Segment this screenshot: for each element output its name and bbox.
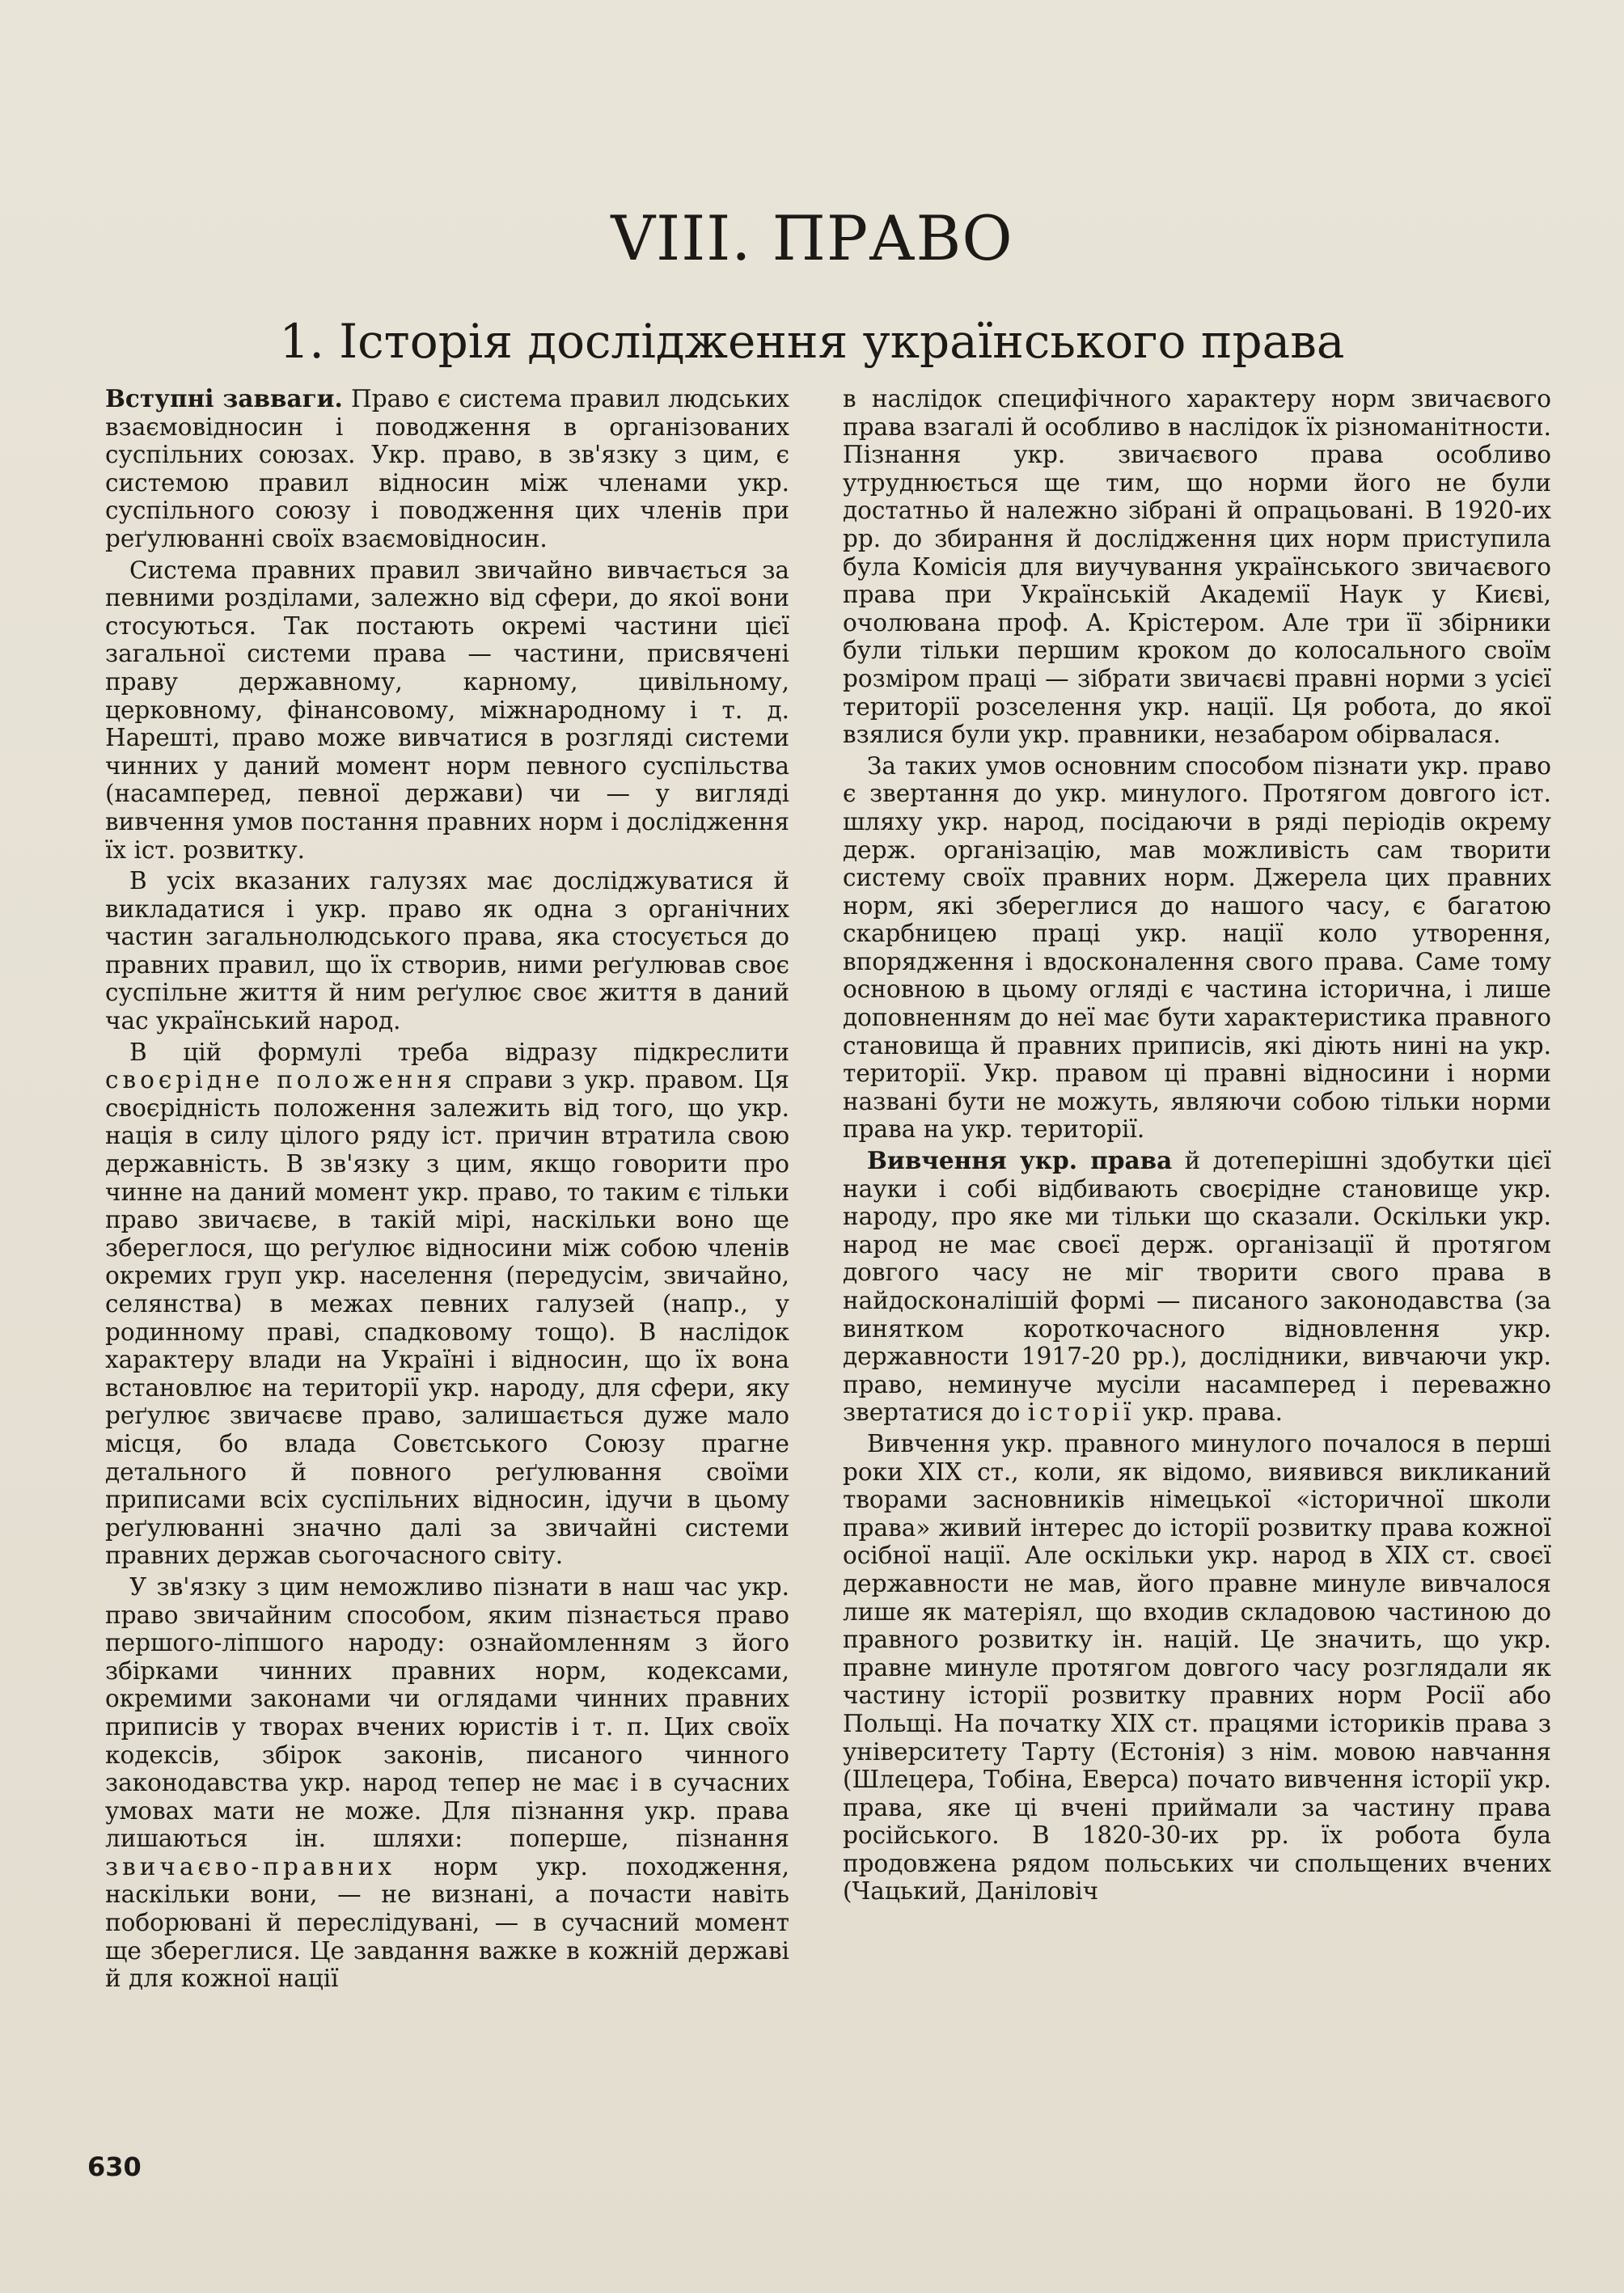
emphasis-spaced: своєрідне положення xyxy=(105,1066,456,1094)
paragraph xyxy=(105,1573,789,1993)
section-title: 1. Історія дослідження українського права xyxy=(279,314,1345,369)
left-column xyxy=(105,385,789,1996)
paragraph-text: норм укр. походження, наскільки вони, — не визнані, а почасти навіть поборювані й переслідувані, — в сучасний момент ще збереглися. Це завдання важке в кожній державі й для кожної нації xyxy=(105,1852,789,1993)
paragraph-lead: Вивчення укр. права xyxy=(867,1146,1173,1175)
paragraph: В усіх вказаних галузях має досліджуватися й викладатися і укр. право як одна з органічних частин загальнолюдського права, яка стосується до правних правил, що їх створив, ними реґулював своє суспільне життя й ним реґулює своє життя в даний час український народ. xyxy=(105,867,789,1035)
paragraph-text: Право є система правил людських взаємовідносин і поводження в організованих суспільних союзах. Укр. право, в зв'язку з цим, є системою правил відносин між членами укр. суспільного союзу і поводження цих членів при реґулюванні своїх взаємовідносин. xyxy=(105,385,789,552)
paragraph: За таких умов основним способом пізнати укр. право є звертання до укр. минулого. Протягом довгого іст. шляху укр. народ, посідаючи в ряді періодів окрему держ. організацію, мав можливість сам творити систему своїх правних норм. Джерела цих правних норм, які збереглися до нашого часу, є багатою скарбницею праці укр. нації коло утворення, впорядження і вдосконалення свого права. Саме тому основною в цьому огляді є частина історична, і лише доповненням до неї має бути характеристика правного становища й правних приписів, які діють нині на укр. території. Укр. правом ці правні відносини і норми названі бути не можуть, являючи собою тільки норми права на укр. території. xyxy=(843,751,1551,1144)
emphasis-spaced: історії xyxy=(1027,1398,1136,1427)
paragraph: Система правних правил звичайно вивчається за певними розділами, залежно від сфери, до якої вони стосуються. Так постають окремі частини цієї загальної системи права — частини, присвячені праву державному, карному, цивільному, церковному, фінансовому, міжнародному і т. д. Нарешті, право може вивчатися в розгляді системи чинних у даний момент норм певного суспільства (насамперед, певної держави) чи — у вигляді вивчення умов постання правних норм і дослідження їх іст. розвитку. xyxy=(105,556,789,864)
right-column xyxy=(843,385,1551,1909)
paragraph xyxy=(105,1039,789,1570)
paragraph-text: В цій формулі треба відразу підкреслити xyxy=(129,1038,789,1066)
paragraph: в наслідок специфічного характеру норм звичаєвого права взагалі й особливо в наслідок їх різноманітности. Пізнання укр. звичаєвого права особливо утруднюється ще тим, що норми його не були достатньо й належно зібрані й опрацьовані. В 1920-их рр. до збирання й дослідження цих норм приступила була Комісія для виучування українського звичаєвого права при Українській Академії Наук у Києві, очолювана проф. А. Крістером. Але три її збірники були тільки першим кроком до колосального своїм розміром праці — зібрати звичаєві правні норми з усієї території розселення укр. нації. Ця робота, до якої взялися були укр. правники, незабаром обірвалася. xyxy=(843,385,1551,749)
paragraph-text: й дотеперішні здобутки цієї науки і собі відбивають своєрідне становище укр. народу, про яке ми тільки що сказали. Оскільки укр. народ не має своєї держ. організації й протягом довгого часу не міг творити свого права в найдосконалішій формі — писаного законодавства (за винятком короткочасного відновлення укр. державности 1917-20 рр.), дослідники, вивчаючи укр. право, неминуче мусіли насамперед і переважно звертатися до xyxy=(843,1147,1551,1427)
page-number: 630 xyxy=(87,2151,142,2182)
paragraph-text: укр. права. xyxy=(1135,1398,1284,1427)
paragraph-text: справи з укр. правом. Ця своєрідність положення залежить від того, що укр. нація в силу цілого ряду іст. причин втратила свою державність. В зв'язку з цим, якщо говорити про чинне на даний момент укр. право, то таким є тільки право звичаєве, в такій мірі, наскільки воно ще збереглося, що реґулює відносини між собою членів окремих груп укр. населення (передусім, звичайно, селянства) в межах певних галузей (напр., у родинному праві, спадковому тощо). В наслідок характеру влади на Україні і відносин, що їх вона встановлює на території укр. народу, для сфери, яку реґулює звичаєве право, залишається дуже мало місця, бо влада Совєтського Союзу прагне детального й повного реґулювання своїми приписами всіх суспільних відносин, ідучи в цьому реґулюванні значно далі за звичайні системи правних держав сьогочасного світу. xyxy=(105,1066,789,1570)
paragraph: Вивчення укр. правного минулого почалося в перші роки XIX ст., коли, як відомо, виявився викликаний творами засновників німецької «історичної школи права» живий інтерес до історії розвитку права кожної осібної нації. Але оскільки укр. народ в XIX ст. своєї державности не мав, його правне минуле вивчалося лише як матеріял, що входив складовою частиною до правного розвитку ін. націй. Це значить, що укр. правне минуле протягом довгого часу розглядали як частину історії розвитку правних норм Росії або Польщі. На початку XIX ст. працями істориків права з університету Тарту (Естонія) з нім. мовою навчання (Шлецера, Тобіна, Еверса) почато вивчення історії укр. права, яке ці вчені приймали за частину права російського. В 1820-30-их рр. їх робота була продовжена рядом польських чи спольщених вчених (Чацький, Даніловіч xyxy=(843,1429,1551,1906)
paragraph-lead: Вступні завваги. xyxy=(105,384,343,412)
paragraph xyxy=(843,1147,1551,1427)
paragraph xyxy=(105,385,789,553)
paragraph-text: У зв'язку з цим неможливо пізнати в наш час укр. право звичайним способом, яким пізнається право першого-ліпшого народу: ознайомленням з його збірками чинних правних норм, кодексами, окремими законами чи оглядами чинних правних приписів у творах вчених юристів і т. п. Цих своїх кодексів, збірок законів, писаного чинного законодавства укр. народ тепер не має і в сучасних умовах мати не може. Для пізнання укр. права лишаються ін. шляхи: поперше, пізнання xyxy=(105,1572,789,1853)
emphasis-spaced: звичаєво-правних xyxy=(105,1852,396,1881)
chapter-title: VIII. ПРАВО xyxy=(611,202,1013,274)
